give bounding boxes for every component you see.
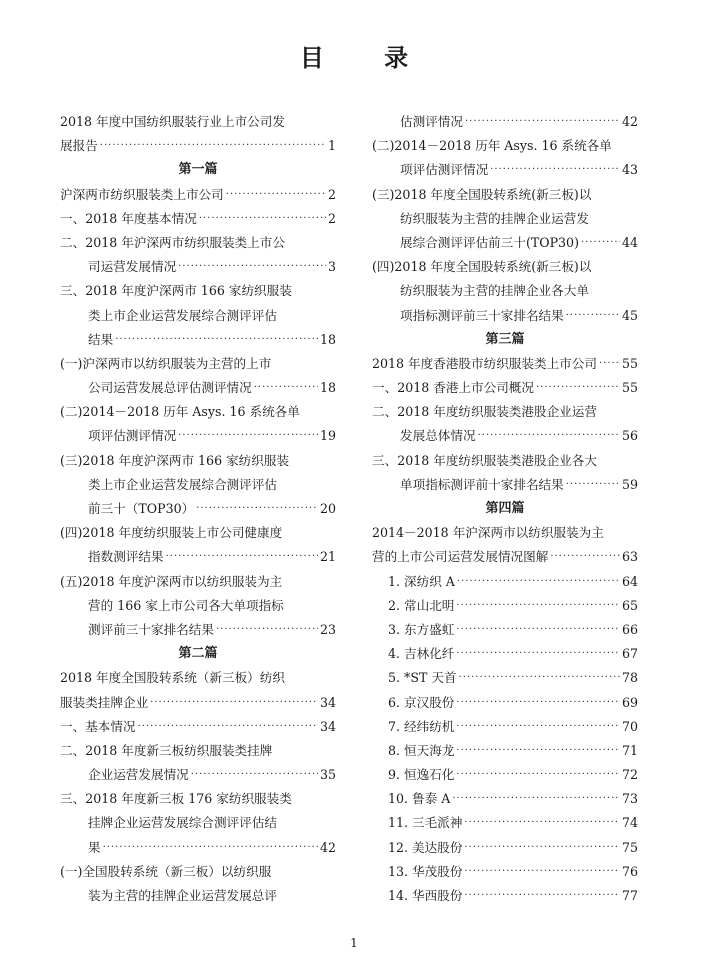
toc-entry-text: 单项指标测评前十家排名结果 — [400, 476, 564, 492]
toc-page-number: 64 — [621, 573, 638, 589]
toc-entry-text: 2018 年度中国纺织服装行业上市公司发 — [60, 114, 285, 129]
toc-line — [60, 449, 336, 473]
toc-entry-text: 结果 — [88, 331, 114, 347]
toc-page-number: 67 — [621, 646, 638, 662]
toc-entry-text: 类上市企业运营发展综合测评评估 — [88, 476, 277, 492]
toc-line — [60, 400, 336, 424]
toc-entry-text: 三、2018 年度新三板 176 家纺织服装类 — [60, 791, 292, 807]
toc-line — [60, 739, 336, 763]
section-heading-text: 第一篇 — [178, 162, 218, 178]
toc-entry — [60, 836, 336, 860]
toc-entry-text: 服装类挂牌企业 — [60, 694, 149, 710]
dot-leader — [550, 545, 620, 569]
toc-entry-text: 8. 恒天海龙 — [388, 742, 455, 758]
toc-line — [372, 279, 638, 303]
toc-entry-text: 三、2018 年度沪深两市 166 家纺织服装 — [60, 283, 292, 299]
toc-entry — [60, 545, 336, 569]
toc-entry — [60, 183, 336, 207]
toc-entry-text: 类上市企业运营发展综合测评评估 — [88, 307, 277, 323]
toc-entry — [60, 715, 336, 739]
toc-page-number: 77 — [621, 888, 638, 903]
section-heading — [60, 642, 336, 666]
dot-leader — [178, 424, 318, 448]
dot-leader — [464, 836, 620, 860]
toc-entry-text: 2014－2018 年沪深两市以纺织服装为主 — [372, 525, 604, 541]
toc-entry — [372, 158, 638, 182]
toc-page-number: 66 — [621, 621, 638, 637]
toc-page-number: 34 — [319, 718, 336, 734]
dot-leader — [478, 424, 620, 448]
dot-leader — [191, 763, 318, 787]
toc-entry-text: 10. 鲁泰 A — [388, 791, 451, 807]
toc-entry-text: (二)2014－2018 历年 Asys. 16 系统各单 — [60, 404, 300, 420]
toc-line — [60, 666, 336, 690]
toc-entry-text: 司运营发展情况 — [88, 259, 177, 275]
toc-entry — [372, 811, 638, 835]
toc-entry-text: 前三十（TOP30） — [88, 501, 195, 516]
toc-entry-text: 项评估测评情况 — [400, 162, 489, 178]
toc-page-number: 1 — [327, 138, 336, 154]
dot-leader — [456, 594, 620, 618]
toc-line — [60, 521, 336, 545]
toc-page-number: 18 — [319, 331, 336, 347]
toc-page-number: 20 — [319, 501, 336, 516]
toc-line — [372, 521, 638, 545]
toc-page-number: 34 — [319, 694, 336, 710]
toc-line — [60, 860, 336, 884]
toc-line — [372, 134, 638, 158]
toc-entry-text: 营的上市公司运营发展情况图解 — [372, 549, 549, 565]
dot-leader — [178, 255, 326, 279]
toc-entry — [60, 618, 336, 642]
toc-line — [372, 400, 638, 424]
toc-entry — [372, 836, 638, 860]
toc-line — [60, 352, 336, 376]
toc-entry — [372, 691, 638, 715]
toc-page-number: 42 — [319, 839, 336, 855]
toc-page-number: 42 — [621, 114, 638, 129]
toc-right-column — [372, 110, 638, 908]
toc-entry-text: 二、2018 年度新三板纺织服装类挂牌 — [60, 742, 273, 758]
toc-line — [60, 304, 336, 328]
toc-line — [372, 255, 638, 279]
dot-leader — [456, 739, 620, 763]
toc-entry — [372, 424, 638, 448]
toc-entry-text: (二)2014－2018 历年 Asys. 16 系统各单 — [372, 138, 612, 154]
dot-leader — [216, 618, 318, 642]
toc-entry-text: 企业运营发展情况 — [88, 767, 189, 783]
dot-leader — [452, 787, 620, 811]
section-heading-text: 第四篇 — [485, 501, 525, 516]
dot-leader — [464, 884, 620, 908]
toc-page-number: 72 — [621, 767, 638, 783]
toc-entry — [372, 231, 638, 255]
page-title: 目 录 — [299, 43, 435, 72]
toc-line — [60, 787, 336, 811]
toc-entry-text: 11. 三毛派神 — [388, 815, 463, 831]
toc-page-number: 71 — [621, 742, 638, 758]
dot-leader — [456, 618, 620, 642]
toc-entry — [60, 376, 336, 400]
toc-entry — [372, 594, 638, 618]
toc-page-number: 74 — [621, 815, 638, 831]
toc-entry-text: 1. 深纺织 A — [388, 573, 455, 589]
toc-entry-text: 2018 年度全国股转系统（新三板）纺织 — [60, 670, 285, 686]
toc-line — [60, 473, 336, 497]
toc-page-number: 63 — [621, 549, 638, 565]
dot-leader — [199, 207, 326, 231]
toc-entry — [372, 666, 638, 690]
toc-page-number: 21 — [319, 549, 336, 565]
toc-line — [60, 279, 336, 303]
toc-entry-text: 14. 华西股份 — [388, 888, 463, 903]
toc-entry-text: 纺织服装为主营的挂牌企业运营发 — [400, 210, 589, 226]
toc-entry-text: 7. 经纬纺机 — [388, 718, 455, 734]
toc-entry — [60, 134, 336, 158]
toc-entry-text: 展报告 — [60, 138, 98, 154]
toc-page-number: 44 — [621, 234, 638, 250]
toc-entry-text: (五)2018 年度沪深两市以纺织服装为主 — [60, 573, 283, 589]
dot-leader — [581, 231, 620, 255]
toc-line — [60, 110, 336, 134]
toc-entry-text: 2018 年度香港股市纺织服装类上市公司 — [372, 355, 597, 371]
dot-leader — [459, 666, 620, 690]
toc-entry-text: (四)2018 年度全国股转系统(新三板)以 — [372, 259, 592, 275]
toc-entry-text: 沪深两市纺织服装类上市公司 — [60, 186, 224, 202]
toc-entry-text: 2. 常山北明 — [388, 597, 455, 613]
toc-entry-text: 二、2018 年沪深两市纺织服装类上市公 — [60, 234, 285, 250]
toc-entry-text: (三)2018 年度全国股转系统(新三板)以 — [372, 186, 592, 202]
toc-entry-text: 估测评情况 — [400, 114, 463, 129]
toc-entry-text: 发展总体情况 — [400, 428, 476, 444]
toc-entry-text: 指数测评结果 — [88, 549, 164, 565]
toc-entry — [372, 884, 638, 908]
section-heading — [372, 328, 638, 352]
page-number: 1 — [350, 936, 358, 950]
toc-entry-text: 5. *ST 天首 — [388, 670, 457, 686]
toc-entry-text: 二、2018 年度纺织服装类港股企业运营 — [372, 404, 597, 420]
toc-entry-text: 果 — [88, 839, 101, 855]
toc-page-number: 76 — [621, 863, 638, 879]
toc-entry — [372, 763, 638, 787]
toc-entry — [60, 207, 336, 231]
dot-leader — [456, 763, 620, 787]
toc-page-number: 73 — [621, 791, 638, 807]
toc-entry — [372, 787, 638, 811]
toc-entry — [372, 860, 638, 884]
toc-page-number: 65 — [621, 597, 638, 613]
toc-entry-text: 测评前三十家排名结果 — [88, 621, 214, 637]
section-heading — [60, 158, 336, 182]
toc-entry-text: 3. 东方盛虹 — [388, 621, 455, 637]
dot-leader — [566, 473, 620, 497]
toc-entry-text: 公司运营发展总评估测评情况 — [88, 380, 252, 396]
toc-entry-text: 营的 166 家上市公司各大单项指标 — [88, 597, 284, 613]
toc-page-number: 59 — [621, 476, 638, 492]
toc-page-number: 2 — [327, 186, 336, 202]
toc-entry — [60, 424, 336, 448]
toc-page-number: 23 — [319, 621, 336, 637]
toc-entry-text: (四)2018 年度纺织服装上市公司健康度 — [60, 525, 283, 541]
toc-entry — [372, 570, 638, 594]
dot-leader — [456, 691, 620, 715]
toc-line — [372, 207, 638, 231]
toc-left-column — [60, 110, 336, 908]
dot-leader — [103, 836, 318, 860]
toc-entry — [60, 497, 336, 521]
dot-leader — [226, 183, 326, 207]
dot-leader — [196, 497, 318, 521]
dot-leader — [536, 376, 620, 400]
toc-entry — [372, 352, 638, 376]
toc-entry-text: (一)沪深两市以纺织服装为主营的上市 — [60, 355, 272, 371]
dot-leader — [456, 715, 620, 739]
toc-entry-text: 纺织服装为主营的挂牌企业各大单 — [400, 283, 589, 299]
dot-leader — [566, 304, 620, 328]
dot-leader — [138, 715, 318, 739]
section-heading — [372, 497, 638, 521]
toc-page-number: 3 — [327, 259, 336, 275]
toc-entry-text: 三、2018 年度纺织服装类港股企业各大 — [372, 452, 597, 468]
toc-entry — [372, 715, 638, 739]
toc-entry-text: 一、基本情况 — [60, 718, 136, 734]
toc-page-number: 18 — [319, 380, 336, 396]
toc-entry — [60, 763, 336, 787]
toc-page-number: 35 — [319, 767, 336, 783]
toc-entry-text: 9. 恒逸石化 — [388, 767, 455, 783]
toc-line — [372, 183, 638, 207]
toc-entry — [372, 545, 638, 569]
toc-entry-text: (一)全国股转系统（新三板）以纺织服 — [60, 863, 272, 879]
dot-leader — [150, 691, 318, 715]
toc-line — [372, 449, 638, 473]
dot-leader — [490, 158, 620, 182]
toc-entry — [60, 255, 336, 279]
dot-leader — [465, 110, 620, 134]
dot-leader — [166, 545, 318, 569]
toc-entry-text: 挂牌企业运营发展综合测评评估结 — [88, 815, 277, 831]
toc-line — [60, 570, 336, 594]
toc-entry — [372, 618, 638, 642]
dot-leader — [456, 642, 620, 666]
toc-page-number: 78 — [621, 670, 638, 686]
dot-leader — [464, 811, 620, 835]
toc-page-number: 55 — [621, 380, 638, 396]
toc-line — [60, 811, 336, 835]
dot-leader — [115, 328, 318, 352]
section-heading-text: 第三篇 — [485, 331, 525, 347]
toc-page-number: 43 — [621, 162, 638, 178]
toc-line — [60, 231, 336, 255]
toc-page-number: 55 — [621, 355, 638, 371]
toc-entry-text: 一、2018 年度基本情况 — [60, 210, 197, 226]
toc-entry-text: 装为主营的挂牌企业运营发展总评 — [88, 888, 277, 903]
dot-leader — [464, 860, 620, 884]
toc-entry-text: (三)2018 年度沪深两市 166 家纺织服装 — [60, 452, 290, 468]
section-heading-text: 第二篇 — [178, 646, 218, 662]
toc-entry-text: 项评估测评情况 — [88, 428, 177, 444]
toc-entry-text: 项指标测评前三十家排名结果 — [400, 307, 564, 323]
toc-page-number: 56 — [621, 428, 638, 444]
toc-entry — [60, 328, 336, 352]
dot-leader — [457, 570, 620, 594]
toc-page-number: 69 — [621, 694, 638, 710]
toc-entry — [372, 473, 638, 497]
toc-entry — [372, 739, 638, 763]
toc-page-number: 45 — [621, 307, 638, 323]
dot-leader — [254, 376, 318, 400]
toc-entry — [372, 376, 638, 400]
toc-entry — [372, 110, 638, 134]
toc-entry-text: 6. 京汉股份 — [388, 694, 455, 710]
dot-leader — [100, 134, 326, 158]
toc-entry-text: 13. 华茂股份 — [388, 863, 463, 879]
toc-line — [60, 884, 336, 908]
toc-page-number: 75 — [621, 839, 638, 855]
toc-entry-text: 12. 美达股份 — [388, 839, 463, 855]
toc-page-number: 2 — [327, 210, 336, 226]
dot-leader — [599, 352, 620, 376]
toc-page-number: 19 — [319, 428, 336, 444]
toc-page-number: 70 — [621, 718, 638, 734]
toc-entry — [372, 642, 638, 666]
toc-entry — [60, 691, 336, 715]
toc-entry — [372, 304, 638, 328]
toc-entry-text: 展综合测评评估前三十(TOP30) — [400, 234, 579, 250]
toc-entry-text: 一、2018 香港上市公司概况 — [372, 380, 534, 396]
toc-entry-text: 4. 吉林化纤 — [388, 646, 455, 662]
toc-line — [60, 594, 336, 618]
